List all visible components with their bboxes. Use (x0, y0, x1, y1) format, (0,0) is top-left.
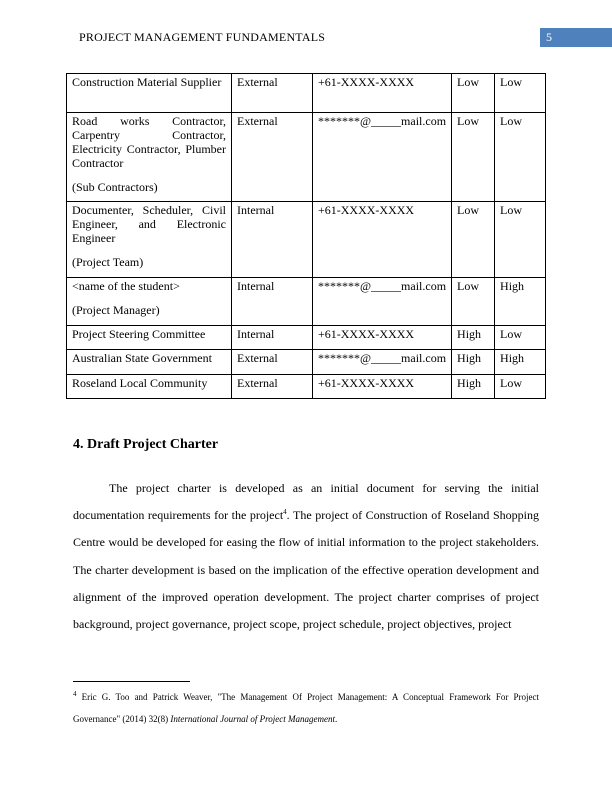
stakeholder-contact-cell: *******@_____mail.com (313, 278, 452, 326)
stakeholder-level-cell: High (452, 326, 495, 350)
stakeholder-table (66, 73, 546, 399)
stakeholder-level-cell: High (452, 350, 495, 375)
stakeholder-level-cell: Low (452, 278, 495, 326)
paragraph-text-rest: . The project of Construction of Roseland Shopping Centre would be developed for easing the flow of initial information to the project stakeholders. The charter development is based on the implication of the effective operation development and alignment of the improved operation development. The project charter comprises of project background, project governance, project scope, project schedule, project objectives, project (73, 508, 539, 632)
page-number-badge: 5 (540, 28, 612, 47)
stakeholder-contact-cell: +61-XXXX-XXXX (313, 202, 452, 278)
stakeholder-name: Project Steering Committee (72, 327, 206, 341)
table-row (67, 74, 546, 113)
stakeholder-level-cell: Low (495, 375, 546, 399)
stakeholder-name: Construction Material Supplier (72, 75, 222, 89)
running-header-title: PROJECT MANAGEMENT FUNDAMENTALS (79, 30, 326, 44)
footnote-citation: Eric G. Too and Patrick Weaver, "The Management Of Project Management: A Conceptual Framework For Project Governance" (2014) 32(8) (73, 692, 539, 724)
stakeholder-level-cell: High (495, 350, 546, 375)
stakeholder-contact-cell: +61-XXXX-XXXX (313, 326, 452, 350)
stakeholder-name-cell (67, 326, 232, 350)
stakeholder-name-cell (67, 350, 232, 375)
stakeholder-level-cell: Low (495, 113, 546, 202)
stakeholder-name-cell (67, 202, 232, 278)
stakeholder-contact-cell: +61-XXXX-XXXX (313, 375, 452, 399)
footnote-reference[interactable]: 4 (283, 508, 287, 517)
stakeholder-type-cell: Internal (232, 278, 313, 326)
stakeholder-type-cell: Internal (232, 202, 313, 278)
stakeholder-type-cell: External (232, 350, 313, 375)
stakeholder-name: <name of the student> (72, 279, 180, 293)
stakeholder-name-cell (67, 375, 232, 399)
stakeholder-type-cell: External (232, 375, 313, 399)
stakeholder-role-note: (Sub Contractors) (72, 180, 158, 194)
stakeholder-name: Road works Contractor, Carpentry Contractor, Electricity Contractor, Plumber Contractor (72, 114, 226, 170)
stakeholder-name-cell (67, 74, 232, 113)
stakeholder-role-note: (Project Team) (72, 255, 144, 269)
stakeholder-contact-cell: +61-XXXX-XXXX (313, 74, 452, 113)
stakeholder-type-cell: External (232, 74, 313, 113)
stakeholder-level-cell: Low (495, 74, 546, 113)
stakeholder-name: Australian State Government (72, 351, 212, 365)
stakeholder-level-cell: High (452, 375, 495, 399)
table-row (67, 278, 546, 326)
table-row (67, 350, 546, 375)
footnote-end: . (335, 714, 338, 724)
table-row (67, 113, 546, 202)
footnote-separator (73, 681, 190, 682)
stakeholder-contact-cell: *******@_____mail.com (313, 350, 452, 375)
stakeholder-level-cell: Low (452, 113, 495, 202)
table-row (67, 326, 546, 350)
stakeholder-type-cell: Internal (232, 326, 313, 350)
table-row (67, 202, 546, 278)
body-paragraph (73, 475, 539, 638)
stakeholder-level-cell: Low (495, 326, 546, 350)
stakeholder-name-cell (67, 113, 232, 202)
stakeholder-level-cell: Low (452, 202, 495, 278)
stakeholder-contact-cell: *******@_____mail.com (313, 113, 452, 202)
stakeholder-type-cell: External (232, 113, 313, 202)
stakeholder-level-cell: Low (452, 74, 495, 113)
stakeholder-level-cell: High (495, 278, 546, 326)
stakeholder-level-cell: Low (495, 202, 546, 278)
section-heading: 4. Draft Project Charter (73, 437, 219, 452)
footnote (73, 686, 539, 730)
stakeholder-role-note: (Project Manager) (72, 303, 160, 317)
stakeholder-name: Roseland Local Community (72, 376, 208, 390)
stakeholder-name-cell (67, 278, 232, 326)
table-row (67, 375, 546, 399)
footnote-journal: International Journal of Project Management (170, 714, 336, 724)
footnote-marker: 4 (73, 690, 77, 698)
stakeholder-name: Documenter, Scheduler, Civil Engineer, and Electronic Engineer (72, 203, 226, 245)
paragraph-text-start: The project charter is developed as an initial document for serving the initial documentation requirements for the project (73, 481, 539, 523)
